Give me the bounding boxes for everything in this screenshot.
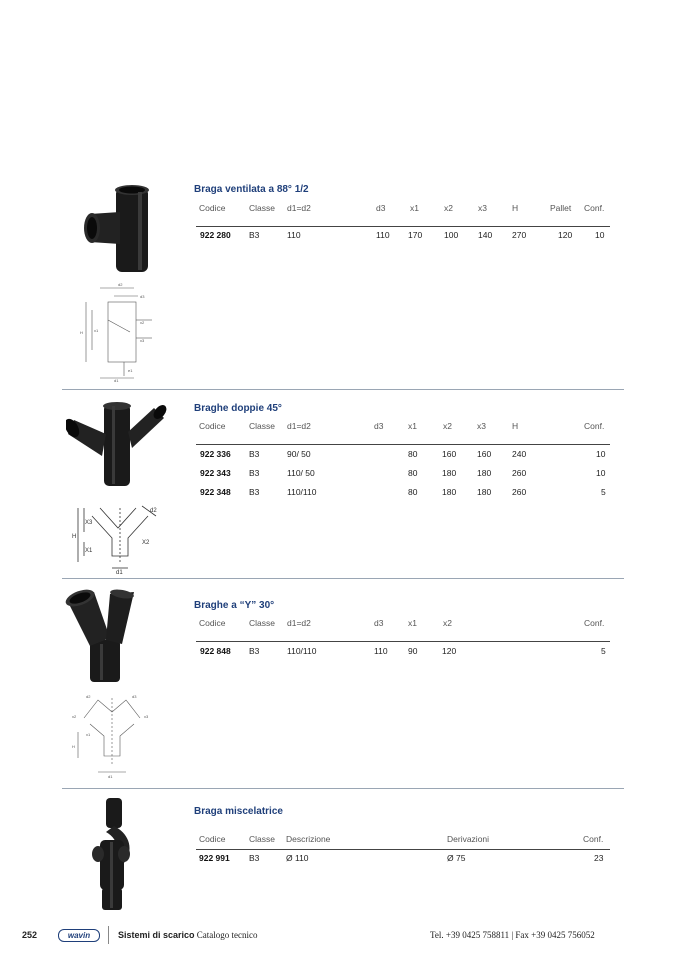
cell-conf: 23 xyxy=(594,853,604,863)
cell-pallet: 120 xyxy=(558,230,573,240)
col-x1: x1 xyxy=(408,618,417,628)
col-d3: d3 xyxy=(376,203,386,213)
table-header xyxy=(194,421,614,435)
cell-conf: 5 xyxy=(601,646,606,656)
cell-classe: B3 xyxy=(249,487,260,497)
cell-codice: 922 991 xyxy=(199,853,230,863)
drawing-label: e1 xyxy=(128,368,133,373)
section-title: Braghe doppie 45° xyxy=(194,403,282,414)
drawing-label: d1 xyxy=(116,570,123,576)
cell-conf: 10 xyxy=(595,230,605,240)
drawing-label: d3 xyxy=(132,694,137,699)
drawing-label: H xyxy=(72,534,77,540)
catalog-title-rest: Catalogo tecnico xyxy=(194,930,258,940)
col-conf: Conf. xyxy=(584,618,605,628)
drawing-label: x1 xyxy=(86,732,91,737)
cell-x3: 160 xyxy=(477,449,492,459)
col-x2: x2 xyxy=(443,618,452,628)
cell-codice: 922 280 xyxy=(200,230,231,240)
cell-derivazioni: Ø 75 xyxy=(447,853,466,863)
col-derivazioni: Derivazioni xyxy=(447,834,490,844)
col-classe: Classe xyxy=(249,421,275,431)
braghe-doppie-drawing xyxy=(70,498,166,576)
col-d1d2: d1=d2 xyxy=(287,421,311,431)
cell-classe: B3 xyxy=(249,449,260,459)
cell-h: 260 xyxy=(512,468,527,478)
cell-x1: 80 xyxy=(408,468,418,478)
table-row xyxy=(194,487,614,501)
col-x2: x2 xyxy=(444,203,453,213)
table-row xyxy=(194,468,614,482)
page-number: 252 xyxy=(22,930,38,940)
cell-conf: 10 xyxy=(596,468,606,478)
table-row xyxy=(194,230,614,244)
table-row xyxy=(194,853,614,867)
drawing-label: d1 xyxy=(114,378,119,382)
cell-x1: 80 xyxy=(408,487,418,497)
col-d1d2: d1=d2 xyxy=(287,203,311,213)
catalog-title xyxy=(118,930,258,940)
col-classe: Classe xyxy=(249,618,275,628)
drawing-label: d2 xyxy=(118,282,123,287)
drawing-label: x3 xyxy=(144,714,149,719)
drawing-label: d1 xyxy=(108,774,113,778)
section-separator xyxy=(62,788,624,789)
braghe-y-photo xyxy=(60,588,156,684)
drawing-label: X2 xyxy=(142,540,150,546)
cell-d3: 110 xyxy=(374,646,388,656)
table-header xyxy=(194,618,614,632)
col-codice: Codice xyxy=(199,618,226,628)
cell-x3: 180 xyxy=(477,468,492,478)
cell-x1: 170 xyxy=(408,230,423,240)
drawing-label: x2 xyxy=(140,320,145,325)
col-conf: Conf. xyxy=(583,834,604,844)
drawing-label: X3 xyxy=(85,520,93,526)
cell-x2: 120 xyxy=(442,646,457,656)
col-codice: Codice xyxy=(199,203,226,213)
braga-miscelatrice-photo xyxy=(84,796,144,912)
cell-codice: 922 848 xyxy=(200,646,231,656)
braghe-y-drawing xyxy=(68,688,156,778)
cell-h: 240 xyxy=(512,449,527,459)
cell-classe: B3 xyxy=(249,230,260,240)
cell-codice: 922 348 xyxy=(200,487,231,497)
cell-x3: 140 xyxy=(478,230,493,240)
col-h: H xyxy=(512,421,519,431)
col-d3: d3 xyxy=(374,618,384,628)
section-title: Braga miscelatrice xyxy=(194,806,283,817)
cell-d1d2: 110/ 50 xyxy=(287,468,315,478)
section-separator xyxy=(62,389,624,390)
page-footer xyxy=(0,926,678,948)
footer-divider xyxy=(108,926,109,944)
braga-ventilata-photo xyxy=(80,180,160,275)
col-h: H xyxy=(512,203,519,213)
col-d1d2: d1=d2 xyxy=(287,618,311,628)
table-rule xyxy=(196,849,610,850)
cell-x3: 180 xyxy=(477,487,492,497)
cell-x2: 100 xyxy=(444,230,459,240)
braghe-doppie-photo xyxy=(66,398,168,490)
drawing-label: d2 xyxy=(150,508,157,514)
col-x1: x1 xyxy=(408,421,417,431)
drawing-label: d2 xyxy=(86,694,91,699)
braga-ventilata-drawing xyxy=(78,280,168,382)
col-codice: Codice xyxy=(199,834,226,844)
table-row xyxy=(194,449,614,463)
cell-conf: 10 xyxy=(596,449,606,459)
col-x2: x2 xyxy=(443,421,452,431)
cell-classe: B3 xyxy=(249,646,260,656)
table-rule xyxy=(196,444,610,445)
col-classe: Classe xyxy=(249,834,275,844)
drawing-label: x2 xyxy=(72,714,77,719)
table-rule xyxy=(196,226,610,227)
drawing-label: H xyxy=(72,744,75,749)
col-x1: x1 xyxy=(410,203,419,213)
cell-d1d2: 110/110 xyxy=(287,487,317,497)
cell-d1d2: 110 xyxy=(287,230,301,240)
section-title: Braghe a “Y” 30° xyxy=(194,600,275,611)
col-classe: Classe xyxy=(249,203,275,213)
table-row xyxy=(194,646,614,660)
drawing-label: H xyxy=(80,330,83,335)
cell-codice: 922 336 xyxy=(200,449,231,459)
cell-x2: 180 xyxy=(442,487,457,497)
drawing-label: x3 xyxy=(140,338,145,343)
table-header xyxy=(194,834,614,848)
catalog-title-bold: Sistemi di scarico xyxy=(118,930,195,940)
table-header xyxy=(194,203,614,217)
wavin-logo: wavin xyxy=(58,929,100,942)
cell-x2: 160 xyxy=(442,449,457,459)
cell-classe: B3 xyxy=(249,468,260,478)
cell-d1d2: 110/110 xyxy=(287,646,317,656)
col-conf: Conf. xyxy=(584,203,605,213)
footer-contacts: Tel. +39 0425 758811 | Fax +39 0425 756052 xyxy=(430,930,595,940)
cell-codice: 922 343 xyxy=(200,468,231,478)
drawing-label: X1 xyxy=(85,548,93,554)
section-title: Braga ventilata a 88° 1/2 xyxy=(194,184,309,195)
cell-descrizione: Ø 110 xyxy=(286,853,309,863)
cell-h: 260 xyxy=(512,487,527,497)
col-conf: Conf. xyxy=(584,421,605,431)
cell-conf: 5 xyxy=(601,487,606,497)
cell-h: 270 xyxy=(512,230,527,240)
cell-x1: 90 xyxy=(408,646,418,656)
col-codice: Codice xyxy=(199,421,226,431)
drawing-label: x1 xyxy=(94,328,99,333)
cell-d1d2: 90/ 50 xyxy=(287,449,311,459)
cell-d3: 110 xyxy=(376,230,390,240)
cell-x2: 180 xyxy=(442,468,457,478)
col-x3: x3 xyxy=(478,203,487,213)
cell-classe: B3 xyxy=(249,853,260,863)
col-pallet: Pallet xyxy=(550,203,572,213)
table-rule xyxy=(196,641,610,642)
section-separator xyxy=(62,578,624,579)
col-descrizione: Descrizione xyxy=(286,834,331,844)
cell-x1: 80 xyxy=(408,449,418,459)
col-d3: d3 xyxy=(374,421,384,431)
drawing-label: d3 xyxy=(140,294,145,299)
col-x3: x3 xyxy=(477,421,486,431)
